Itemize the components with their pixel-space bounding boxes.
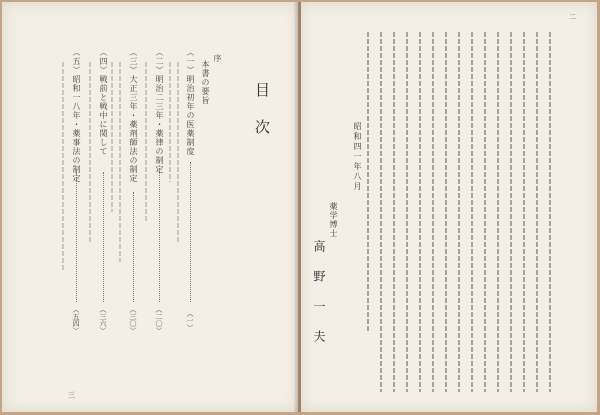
toc-entry-5: （五）昭和一八年・薬事法の制定 bbox=[72, 48, 81, 183]
toc-subtitle-3b bbox=[111, 62, 113, 212]
toc-folio: 三 bbox=[68, 391, 75, 399]
preface-line bbox=[406, 32, 408, 392]
toc-entry-summary: 本書の要旨 bbox=[201, 60, 210, 105]
preface-line bbox=[367, 32, 369, 332]
toc-entry-preface: 序 bbox=[213, 54, 222, 63]
toc-page-5: （五四） bbox=[72, 306, 80, 334]
toc-page-1: （一） bbox=[186, 310, 194, 331]
toc-subtitle-1b bbox=[169, 62, 171, 182]
preface-date: 昭和四一年八月 bbox=[353, 122, 362, 192]
preface-folio: 二 bbox=[569, 13, 576, 21]
toc-page-4: （三六） bbox=[99, 306, 107, 334]
toc-leader-2 bbox=[159, 172, 160, 302]
toc-subtitle-1 bbox=[177, 62, 179, 242]
preface-page bbox=[301, 2, 597, 412]
preface-line bbox=[458, 32, 460, 392]
toc-leader-4 bbox=[103, 172, 104, 302]
preface-line bbox=[432, 32, 434, 392]
toc-entry-2: （二）明治二三年・薬律の制定 bbox=[155, 48, 164, 174]
preface-line bbox=[549, 32, 551, 392]
preface-line bbox=[484, 32, 486, 392]
toc-entry-4: （四）戦前と戦中に関して bbox=[99, 48, 108, 156]
toc-entry-3: （三）大正三年・薬剤師法の制定 bbox=[129, 48, 138, 183]
toc-title: 目次 bbox=[253, 82, 271, 156]
toc-subtitle-5 bbox=[62, 62, 64, 272]
toc-subtitle-4 bbox=[89, 62, 91, 242]
preface-line bbox=[510, 32, 512, 392]
preface-author-name: 高野一夫 bbox=[312, 240, 326, 360]
toc-page-2: （二〇） bbox=[155, 306, 163, 334]
toc-page bbox=[2, 2, 298, 412]
toc-subtitle-3 bbox=[119, 62, 121, 262]
preface-line bbox=[419, 32, 421, 392]
toc-leader-1 bbox=[190, 162, 191, 302]
preface-line bbox=[445, 32, 447, 392]
toc-page-3: （三〇） bbox=[129, 306, 137, 334]
preface-line bbox=[497, 32, 499, 392]
preface-line bbox=[471, 32, 473, 392]
toc-subtitle-2 bbox=[145, 62, 147, 222]
preface-line bbox=[393, 32, 395, 392]
preface-author-title: 薬学博士 bbox=[329, 202, 338, 238]
preface-line bbox=[536, 32, 538, 392]
preface-line bbox=[380, 32, 382, 392]
preface-line bbox=[523, 32, 525, 392]
toc-leader-3 bbox=[133, 192, 134, 302]
toc-leader-5 bbox=[76, 172, 77, 302]
toc-entry-1: （一）明治初年の医薬制度 bbox=[186, 48, 195, 156]
